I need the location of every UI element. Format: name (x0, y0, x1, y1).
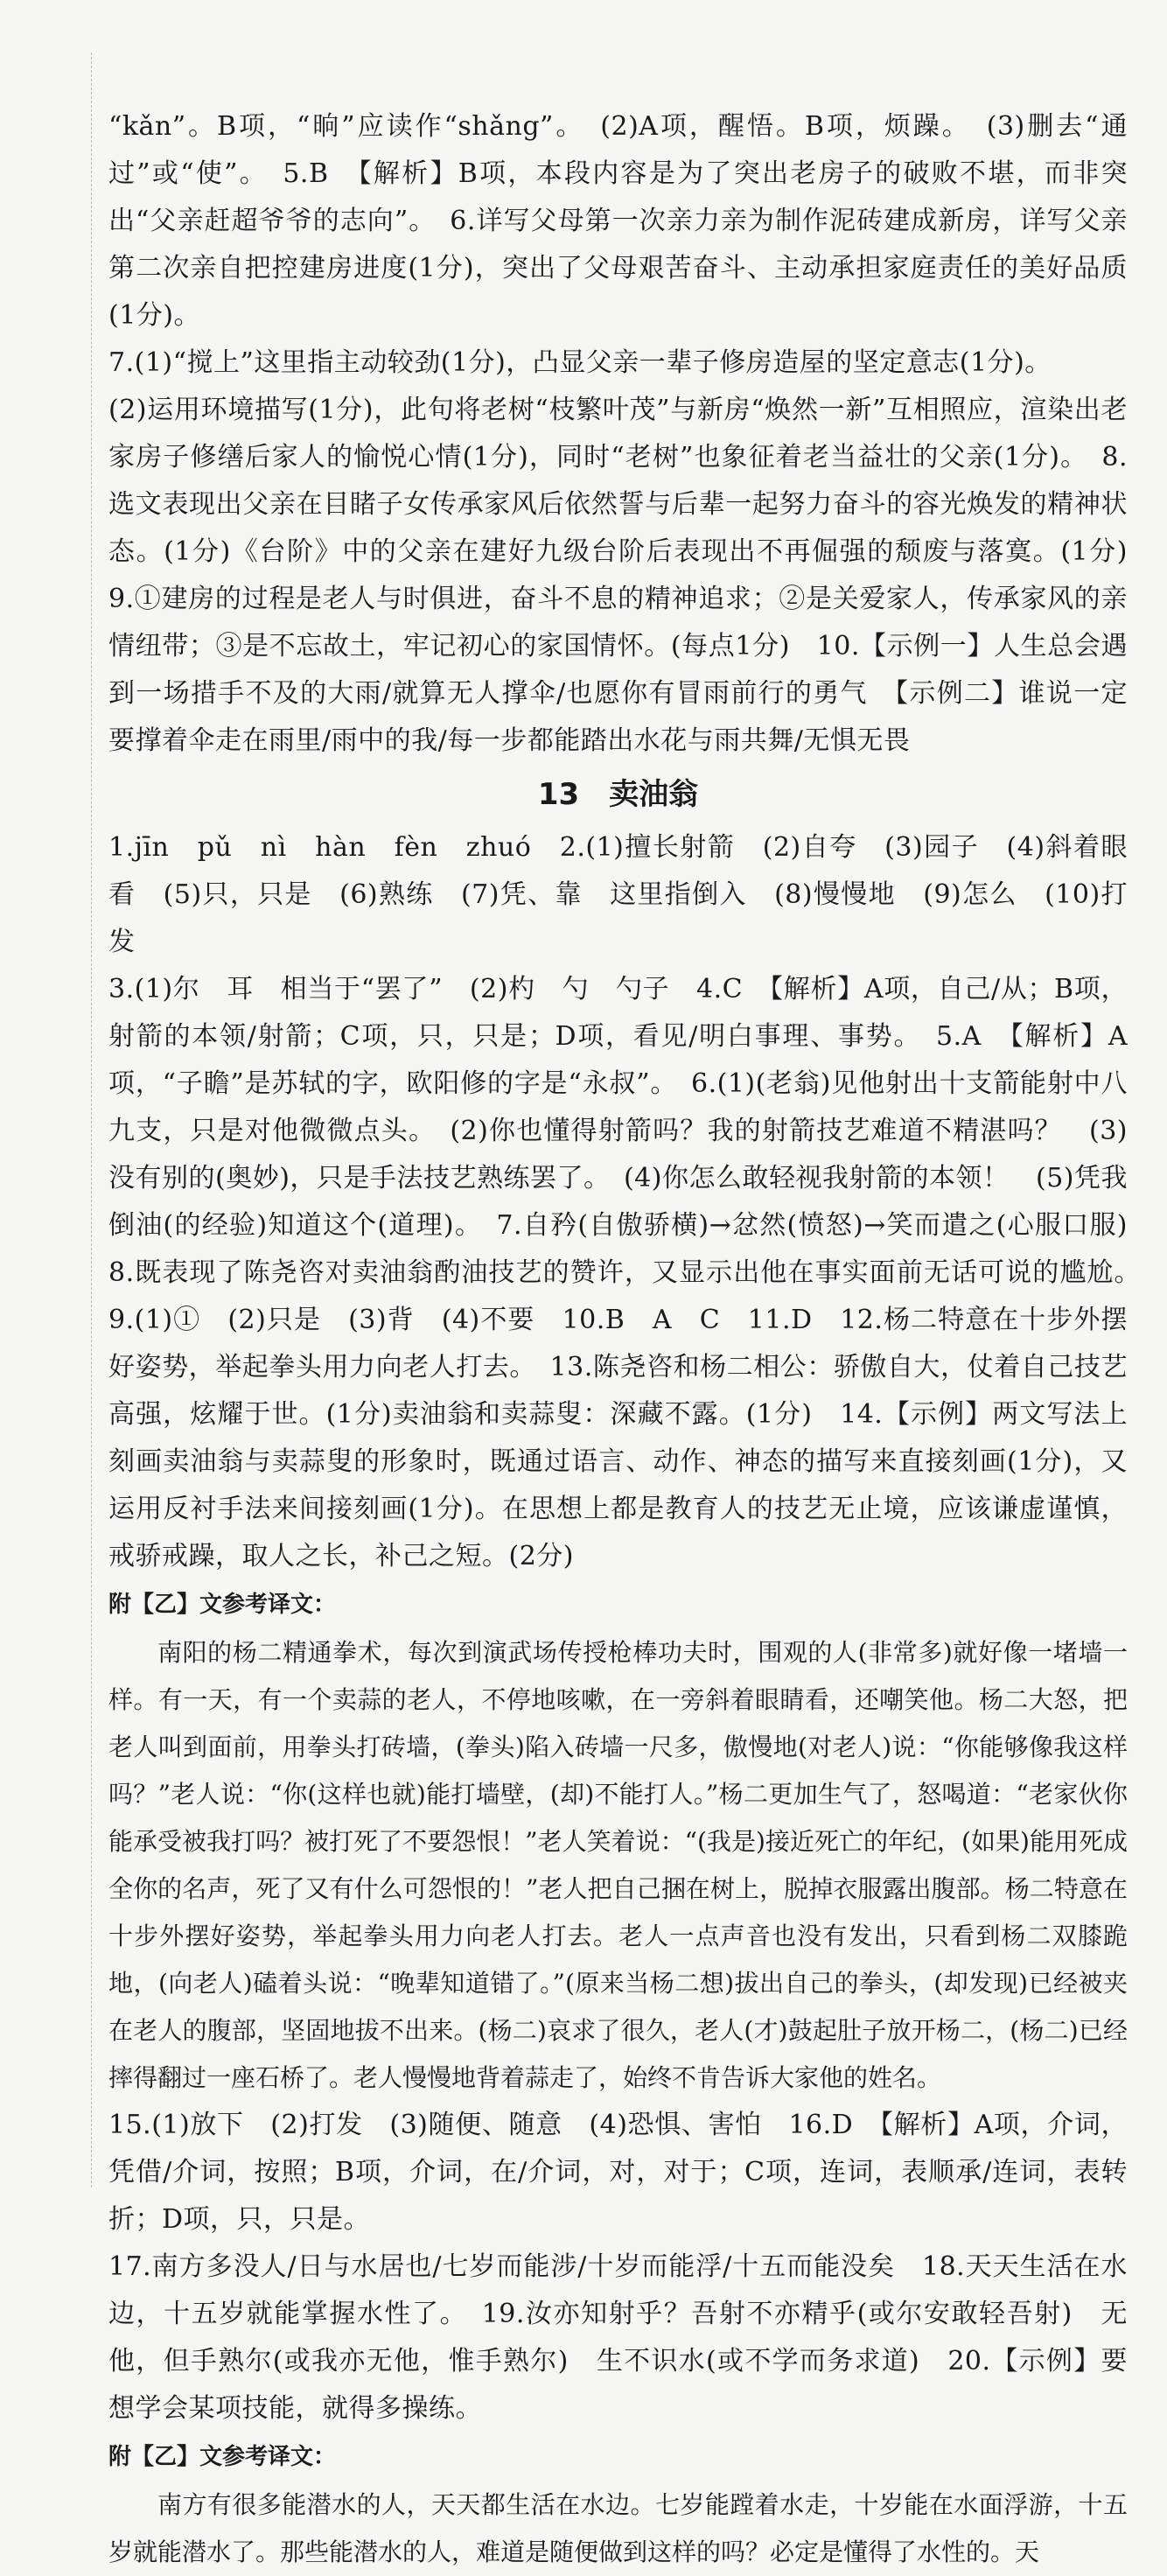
translation-heading-1: 附【乙】文参考译文： (108, 1592, 337, 1618)
answers-block-13b: 15.(1)放下 (2)打发 (3)随便、随意 (4)恐惧、害怕 16.D 【解析】A项，介词，凭借/介词，按照；B项，介词，在/介词，对，对于；C项，连词，表顺承/连词，表转折；D项，只，只是。 17.南方多没人/日与水居也/七岁而能涉/十岁而能浮/十五而能没矣 18.天天生活在水边，十五岁就能掌握水性了。 19.汝亦知射乎？吾射不亦精乎(或尔安敢轻吾射) 无他，但手熟尔(或我亦无他，惟手熟尔) 生不识水(或不学而务求道) 20.【示例】要想学会某项技能，就得多操练。 (108, 2110, 1128, 2424)
answers-block-12: “kǎn”。B项，“晌”应读作“shǎng”。 (2)A项，醒悟。B项，烦躁。 (3)删去“通过”或“使”。 5.B 【解析】B项，本段内容是为了突出老房子的破败不堪，而非突出“父亲赶超爷爷的志向”。 6.详写父母第一次亲力亲为制作泥砖建成新房，详写父亲第二次亲自把控建房进度(1分)，突出了父母艰苦奋斗、主动承担家庭责任的美好品质(1分)。 7.(1)“搅上”这里指主动较劲(1分)，凸显父亲一辈子修房造屋的坚定意志(1分)。 (2)运用环境描写(1分)，此句将老树“枝繁叶茂”与新房“焕然一新”互相照应，渲染出老家房子修缮后家人的愉悦心情(1分)，同时“老树”也象征着老当益壮的父亲(1分)。 8.选文表现出父亲在目睹子女传承家风后依然誓与后辈一起努力奋斗的容光焕发的精神状态。(1分)《台阶》中的父亲在建好九级台阶后表现出不再倔强的颓废与落寞。(1分) 9.①建房的过程是老人与时俱进，奋斗不息的精神追求；②是关爱家人，传承家风的亲情纽带；③是不忘故土，牢记初心的家国情怀。(每点1分) 10.【示例一】人生总会遇到一场措手不及的大雨/就算无人撑伞/也愿你有冒雨前行的勇气 【示例二】谁说一定要撑着伞走在雨里/雨中的我/每一步都能踏出水花与雨共舞/无惧无畏 (108, 111, 1128, 756)
translation-text-1: 南阳的杨二精通拳术，每次到演武场传授枪棒功夫时，围观的人(非常多)就好像一堵墙一样。有一天，有一个卖蒜的老人，不停地咳嗽，在一旁斜着眼睛看，还嘲笑他。杨二大怒，把老人叫到面前，用拳头打砖墙，(拳头)陷入砖墙一尺多，傲慢地(对老人)说：“你能够像我这样吗？”老人说：“你(这样也就)能打墙壁，(却)不能打人。”杨二更加生气了，怒喝道：“老家伙你能承受被我打吗？被打死了不要怨恨！”老人笑着说：“(我是)接近死亡的年纪，(如果)能用死成全你的名声，死了又有什么可怨恨的！”老人把自己捆在树上，脱掉衣服露出腹部。杨二特意在十步外摆好姿势，举起拳头用力向老人打去。老人一点声音也没有发出，只看到杨二双膝跪地，(向老人)磕着头说：“晚辈知道错了。”(原来当杨二想)拔出自己的拳头，(却发现)已经被夹在老人的腹部，坚固地拔不出来。(杨二)哀求了很久，老人(才)鼓起肚子放开杨二，(杨二)已经摔得翻过一座石桥了。老人慢慢地背着蒜走了，始终不肯告诉大家他的姓名。 (108, 1638, 1128, 2092)
lesson-title: 13 卖油翁 (537, 777, 699, 812)
answers-block-13: 1.jīn pǔ nì hàn fèn zhuó 2.(1)擅长射箭 (2)自夸 (3)园子 (4)斜着眼看 (5)只，只是 (6)熟练 (7)凭、靠 这里指倒入 (8)慢慢地 (9)怎么 (10)打发 3.(1)尔 耳 相当于“罢了” (2)杓 勺 勺子 4.C 【解析】A项，自己/从；B项，射箭的本领/射箭；C项，只，只是；D项，看见/明白事理、事势。 5.A 【解析】A项，“子瞻”是苏轼的字，欧阳修的字是“永叔”。 6.(1)(老翁)见他射出十支箭能射中八九支，只是对他微微点头。 (2)你也懂得射箭吗？我的射箭技艺难道不精湛吗？ (3)没有别的(奥妙)，只是手法技艺熟练罢了。 (4)你怎么敢轻视我射箭的本领！ (5)凭我倒油(的经验)知道这个(道理)。 7.自矜(自傲骄横)→忿然(愤怒)→笑而遣之(心服口服) 8.既表现了陈尧咨对卖油翁酌油技艺的赞许，又显示出他在事实面前无话可说的尴尬。 9.(1)① (2)只是 (3)背 (4)不要 10.B A C 11.D 12.杨二特意在十步外摆好姿势，举起拳头用力向老人打去。 13.陈尧咨和杨二相公：骄傲自大，仗着自己技艺高强，炫耀于世。(1分)卖油翁和卖蒜叟：深藏不露。(1分) 14.【示例】两文写法上刻画卖油翁与卖蒜叟的形象时，既通过语言、动作、神态的描写来直接刻画(1分)，又运用反衬手法来间接刻画(1分)。在思想上都是教育人的技艺无止境，应该谦虚谨慎，戒骄戒躁，取人之长，补己之短。(2分) (108, 832, 1128, 1572)
translation-heading-2: 附【乙】文参考译文： (108, 2444, 337, 2470)
binding-margin-line (91, 52, 92, 2188)
page-content (108, 103, 1128, 2576)
translation-text-2: 南方有很多能潜水的人，天天都生活在水边。七岁能蹚着水走，十岁能在水面浮游，十五岁就能潜水了。那些能潜水的人，难道是随便做到这样的吗？必定是懂得了水性的。天 (108, 2490, 1128, 2566)
